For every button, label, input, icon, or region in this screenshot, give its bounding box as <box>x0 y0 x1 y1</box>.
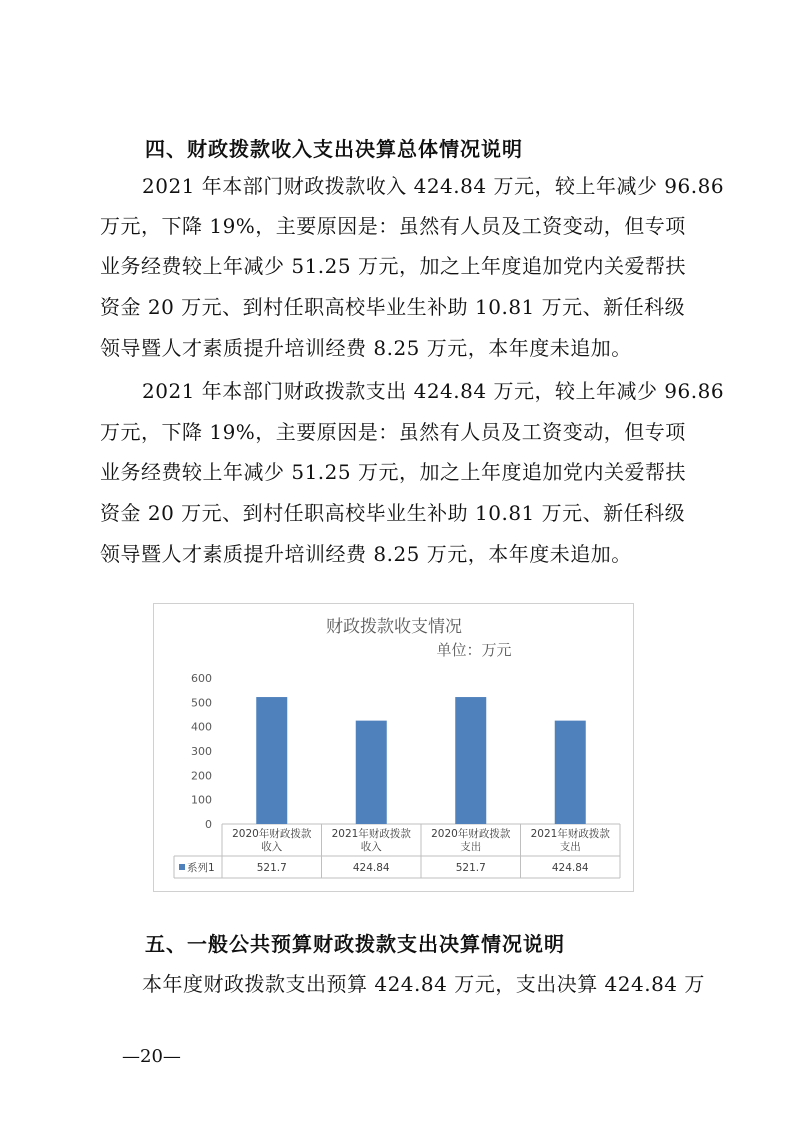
bar-chart <box>153 603 634 892</box>
paragraph-line: 业务经费较上年减少 51.25 万元，加之上年度追加党内关爱帮扶 <box>100 460 686 484</box>
y-tick-label: 300 <box>191 745 212 758</box>
paragraph-line: 2021 年本部门财政拨款支出 424.84 万元，较上年减少 96.86 <box>142 379 725 403</box>
bar <box>356 721 387 824</box>
section4-heading: 四、财政拨款收入支出决算总体情况说明 <box>145 137 523 161</box>
y-tick-label: 0 <box>205 818 212 831</box>
paragraph-line: 资金 20 万元、到村任职高校毕业生补助 10.81 万元、新任科级 <box>100 501 686 525</box>
chart-data-table <box>174 824 620 878</box>
bar <box>256 697 287 824</box>
paragraph-line: 资金 20 万元、到村任职高校毕业生补助 10.81 万元、新任科级 <box>100 295 686 319</box>
y-tick-label: 500 <box>191 696 212 710</box>
paragraph-line: 业务经费较上年减少 51.25 万元，加之上年度追加党内关爱帮扶 <box>100 254 686 278</box>
y-tick-label: 600 <box>191 672 212 685</box>
bar <box>555 721 586 824</box>
y-tick-label: 200 <box>191 769 212 783</box>
paragraph-line: 万元，下降 19%，主要原因是：虽然有人员及工资变动，但专项 <box>100 420 686 444</box>
paragraph-line: 本年度财政拨款支出预算 424.84 万元，支出决算 424.84 万 <box>142 972 705 996</box>
x-category-label: 收入 <box>261 841 283 853</box>
data-label: 424.84 <box>551 862 589 874</box>
x-category-label: 2021年财政拨款 <box>530 828 610 840</box>
data-label: 521.7 <box>256 862 287 874</box>
bar-chart-svg <box>154 604 633 891</box>
x-category-label: 2021年财政拨款 <box>331 828 411 840</box>
chart-bars <box>256 697 586 824</box>
data-label: 521.7 <box>455 862 486 874</box>
paragraph-line: 2021 年本部门财政拨款收入 424.84 万元，较上年减少 96.86 <box>142 174 725 198</box>
bar <box>455 697 486 824</box>
x-category-label: 收入 <box>360 841 382 853</box>
data-label: 424.84 <box>352 862 390 874</box>
y-tick-label: 400 <box>191 720 212 734</box>
x-category-label: 支出 <box>559 841 581 853</box>
page-number: —20— <box>122 1046 181 1067</box>
x-category-label: 2020年财政拨款 <box>431 828 511 840</box>
legend-label: 系列1 <box>187 862 215 874</box>
x-category-label: 2020年财政拨款 <box>232 828 312 840</box>
paragraph-line: 领导暨人才素质提升培训经费 8.25 万元，本年度未追加。 <box>100 336 632 360</box>
chart-subtitle: 单位：万元 <box>436 641 512 659</box>
section5-heading: 五、一般公共预算财政拨款支出决算情况说明 <box>145 932 565 956</box>
paragraph-line: 领导暨人才素质提升培训经费 8.25 万元，本年度未追加。 <box>100 542 632 566</box>
paragraph-line: 万元，下降 19%，主要原因是：虽然有人员及工资变动，但专项 <box>100 214 686 238</box>
legend-swatch <box>179 864 185 870</box>
y-tick-label: 100 <box>191 793 212 807</box>
x-category-label: 支出 <box>460 841 482 853</box>
chart-title: 财政拨款收支情况 <box>326 617 462 637</box>
